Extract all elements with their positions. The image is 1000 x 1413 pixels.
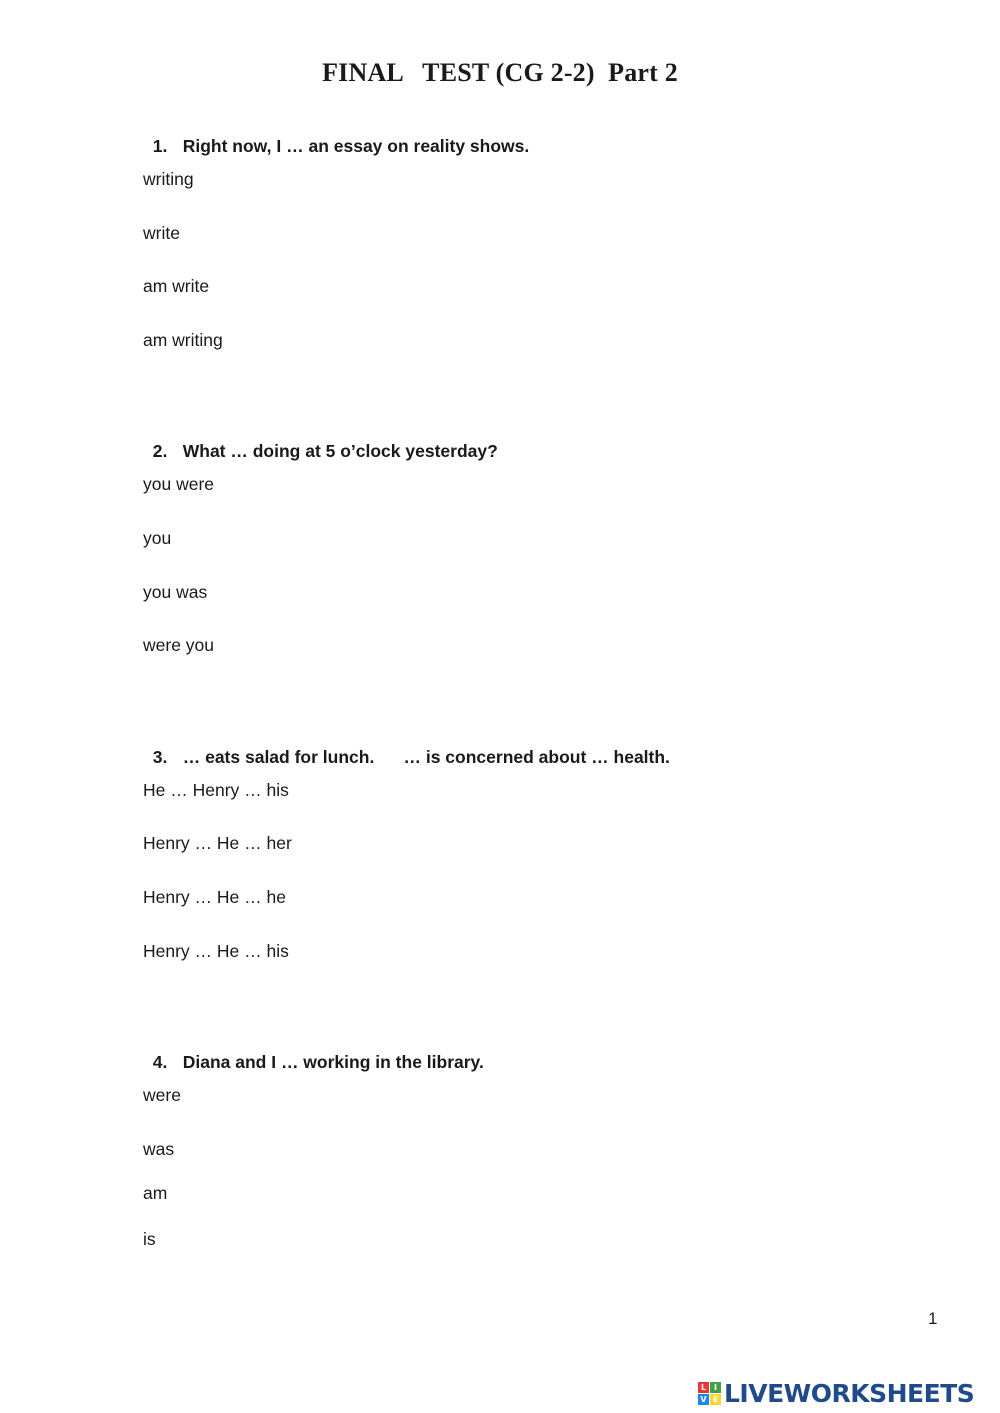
logo-icon-letter: V <box>698 1394 709 1405</box>
option-2a[interactable]: you were <box>143 474 215 494</box>
liveworksheets-logo-icon <box>698 1382 721 1405</box>
option-3a[interactable]: He … Henry … his <box>143 780 289 800</box>
option-2d[interactable]: were you <box>143 635 215 655</box>
question-text: What … doing at 5 o’clock yesterday? <box>182 441 498 461</box>
option-3b[interactable]: Henry … He … her <box>143 833 292 853</box>
option-4c[interactable]: am <box>143 1183 168 1203</box>
question-number: 3. <box>152 747 168 767</box>
option-3d[interactable]: Henry … He … his <box>143 941 289 961</box>
option-2b[interactable]: you <box>143 528 172 548</box>
option-3c[interactable]: Henry … He … he <box>143 887 286 907</box>
option-1d[interactable]: am writing <box>143 330 223 350</box>
option-4d[interactable]: is <box>143 1229 156 1249</box>
question-text: Right now, I … an essay on reality shows. <box>182 136 530 156</box>
logo-icon-letter: I <box>710 1382 721 1393</box>
liveworksheets-logo[interactable] <box>698 1378 974 1408</box>
option-1c[interactable]: am write <box>143 276 210 296</box>
question-1 <box>143 115 529 157</box>
question-text: Diana and I … working in the library. <box>182 1052 484 1072</box>
page-number: 1 <box>928 1309 938 1328</box>
logo-text: LIVEWORKSHEETS <box>724 1378 975 1408</box>
question-text: … eats salad for lunch. … is concerned about … health. <box>182 747 670 767</box>
question-4 <box>143 1031 484 1073</box>
option-2c[interactable]: you was <box>143 582 208 602</box>
question-number: 4. <box>152 1052 168 1072</box>
option-1a[interactable]: writing <box>143 169 194 189</box>
question-number: 2. <box>152 441 168 461</box>
option-4b[interactable]: was <box>143 1139 175 1159</box>
option-1b[interactable]: write <box>143 223 180 243</box>
question-number: 1. <box>152 136 168 156</box>
question-3 <box>143 726 670 768</box>
option-4a[interactable]: were <box>143 1085 181 1105</box>
logo-icon-letter: E <box>710 1394 721 1405</box>
page-title: FINAL TEST (CG 2-2) Part 2 <box>322 58 678 87</box>
question-2 <box>143 420 498 462</box>
logo-icon-letter: L <box>698 1382 709 1393</box>
